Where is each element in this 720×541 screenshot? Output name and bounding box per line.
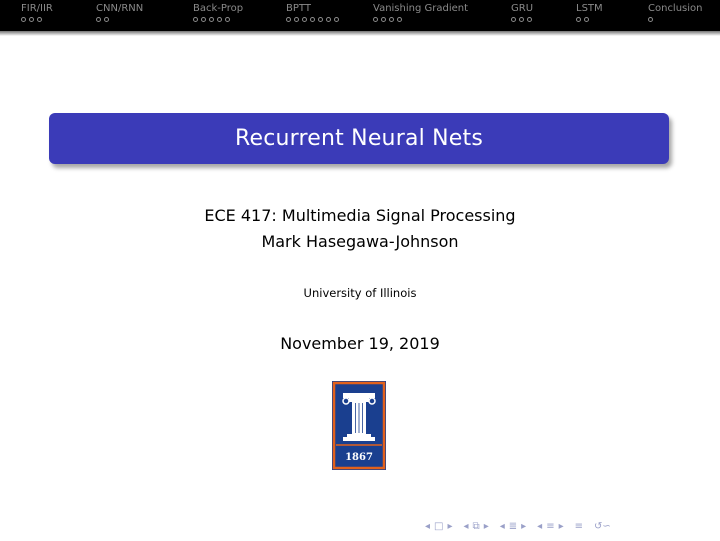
section-icon[interactable]: ≣ (508, 521, 518, 532)
nav-section-label[interactable]: FIR/IIR (21, 3, 53, 14)
university-logo-icon (332, 381, 386, 470)
nav-dots (648, 17, 653, 25)
slide-dot[interactable] (225, 17, 230, 22)
slide-dot[interactable] (648, 17, 653, 22)
nav-section-label[interactable]: CNN/RNN (96, 3, 144, 14)
list-prev-icon[interactable]: ◂ (537, 521, 543, 532)
slide-subtitle: ECE 417: Multimedia Signal Processing (204, 206, 516, 225)
slide-dot[interactable] (397, 17, 402, 22)
slide-institute: University of Illinois (303, 286, 417, 300)
nav-dots (96, 17, 109, 25)
slide-dot[interactable] (389, 17, 394, 22)
list-icon[interactable]: ≡ (546, 521, 555, 532)
nav-section-label[interactable]: Vanishing Gradient (373, 3, 469, 14)
slide-dot[interactable] (201, 17, 206, 22)
slide-dot[interactable] (29, 17, 34, 22)
section-navigation-bar (0, 0, 720, 31)
title-box (49, 113, 669, 164)
nav-section-label[interactable]: GRU (511, 3, 534, 14)
slide-dot[interactable] (576, 17, 581, 22)
search-icon[interactable]: ↺∽ (594, 521, 611, 532)
logo-year: 1867 (345, 452, 373, 463)
slide-title: Recurrent Neural Nets (234, 126, 484, 151)
list-next-icon[interactable]: ▸ (558, 521, 564, 532)
slide-dot[interactable] (217, 17, 222, 22)
slide-dot[interactable] (104, 17, 109, 22)
slide-date: November 19, 2019 (280, 334, 440, 353)
nav-section-label[interactable]: BPTT (286, 3, 311, 14)
nav-dots (576, 17, 589, 25)
slide-dot[interactable] (584, 17, 589, 22)
subsection-icon[interactable]: ⧉ (472, 521, 480, 532)
slide-dot[interactable] (318, 17, 323, 22)
equal-icon[interactable]: ≡ (574, 521, 584, 532)
subsection-next-icon[interactable]: ▸ (483, 521, 489, 532)
nav-section-label[interactable]: Conclusion (648, 3, 703, 14)
subsection-prev-icon[interactable]: ◂ (463, 521, 469, 532)
slide-dot[interactable] (373, 17, 378, 22)
frame-prev-icon[interactable]: ◂ (425, 521, 431, 532)
slide-dot[interactable] (519, 17, 524, 22)
slide-dot[interactable] (37, 17, 42, 22)
slide-dot[interactable] (381, 17, 386, 22)
slide-dot[interactable] (209, 17, 214, 22)
frame-icon[interactable]: □ (434, 521, 444, 532)
slide-dot[interactable] (326, 17, 331, 22)
nav-dots (286, 17, 339, 25)
slide-dot[interactable] (21, 17, 26, 22)
slide-dot[interactable] (527, 17, 532, 22)
slide-dot[interactable] (310, 17, 315, 22)
nav-dots (373, 17, 402, 25)
nav-dots (21, 17, 42, 25)
slide-dot[interactable] (294, 17, 299, 22)
nav-dots (193, 17, 230, 25)
frame-next-icon[interactable]: ▸ (447, 521, 453, 532)
slide-author: Mark Hasegawa-Johnson (261, 232, 459, 251)
section-prev-icon[interactable]: ◂ (499, 521, 505, 532)
slide-dot[interactable] (286, 17, 291, 22)
section-next-icon[interactable]: ▸ (521, 521, 527, 532)
slide-dot[interactable] (193, 17, 198, 22)
slide-dot[interactable] (96, 17, 101, 22)
nav-dots (511, 17, 532, 25)
navbar-shadow (0, 31, 720, 36)
nav-section-label[interactable]: LSTM (576, 3, 603, 14)
slide-dot[interactable] (334, 17, 339, 22)
beamer-navigation-symbols (425, 520, 615, 534)
nav-section-label[interactable]: Back-Prop (193, 3, 244, 14)
slide-dot[interactable] (302, 17, 307, 22)
slide-dot[interactable] (511, 17, 516, 22)
